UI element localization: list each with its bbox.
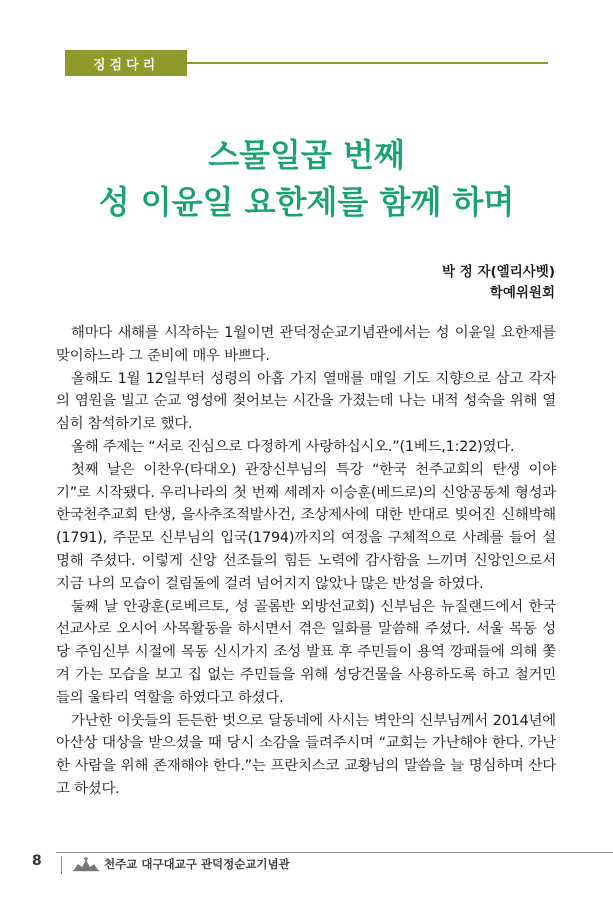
title-line-2: 성 이윤일 요한제를 함께 하며 xyxy=(98,183,515,221)
title-line-1: 스물일곱 번째 xyxy=(208,136,405,174)
article-body xyxy=(56,322,556,801)
author-role: 학예위원회 xyxy=(489,285,555,301)
paragraph: 첫째 날은 이찬우(타대오) 관장신부님의 특강 “한국 천주교회의 탄생 이야기”로 시작됐다. 우리나라의 첫 번째 세례자 이승훈(베드로)의 신앙공동체 형성과 한국천주교회 탄생, 을사추조적발사건, 조상제사에 대한 반대로 빚어진 신해박해(1791), 주문모 신부님의 입국(1794)까지의 여정을 구체적으로 사례를 들어 설명해 주셨다. 이렇게 신앙 선조들의 힘든 노력에 감사함을 느끼며 신앙인으로서 지금 나의 모습이 걸림돌에 걸려 넘어지지 않았나 많은 반성을 하였다. xyxy=(56,461,556,592)
page-title xyxy=(0,132,613,226)
paragraph: 해마다 새해를 시작하는 1월이면 관덕정순교기념관에서는 성 이윤일 요한제를 맞이하느라 그 준비에 매우 바쁘다. xyxy=(56,325,556,364)
section-tab xyxy=(65,50,187,76)
author-name: 박 정 자(엘리사벳) xyxy=(441,264,555,280)
author-block xyxy=(442,262,555,304)
paragraph: 가난한 이웃들의 든든한 벗으로 달동네에 사시는 벽안의 신부님께서 2014년에 아산상 대상을 받으셨을 때 당시 소감을 들려주시며 “교회는 가난해야 한다. 가난한 사람을 위해 존재해야 한다.”는 프란치스코 교황님의 말씀을 늘 명심하며 산다고 하셨다. xyxy=(56,712,556,797)
publication-name: 천주교 대구대교구 관덕정순교기념관 xyxy=(104,857,290,871)
section-label: 징검다리 xyxy=(93,57,160,73)
page-number: 8 xyxy=(32,853,42,869)
paragraph: 올해도 1월 12일부터 성령의 아홉 가지 열매를 매일 기도 지향으로 삼고 각자의 염원을 빌고 순교 영성에 젖어보는 시간을 가졌는데 나는 내적 성숙을 위해 열심히 참석하기로 했다. xyxy=(56,370,556,433)
paragraph: 둘째 날 안광훈(로베르토, 성 골롬반 외방선교회) 신부님은 뉴질랜드에서 한국 선교사로 오시어 사목활동을 하시면서 겪은 일화를 말씀해 주셨다. 서울 목동 성당 주임신부 시절에 목동 신시가지 조성 발표 후 주민들이 용역 깡패들에 의해 쫓겨 가는 모습을 보고 집 없는 주민들을 위해 성당건물을 사용하도록 하고 철거민들의 울타리 역할을 하였다고 하셨다. xyxy=(56,598,556,706)
header-rule xyxy=(187,62,548,64)
footer-divider xyxy=(61,856,62,874)
footer-rule xyxy=(56,852,613,853)
paragraph: 올해 주제는 “서로 진심으로 다정하게 사랑하십시오.”(1베드,1:22)였다. xyxy=(71,438,515,455)
church-logo-icon xyxy=(72,856,100,872)
